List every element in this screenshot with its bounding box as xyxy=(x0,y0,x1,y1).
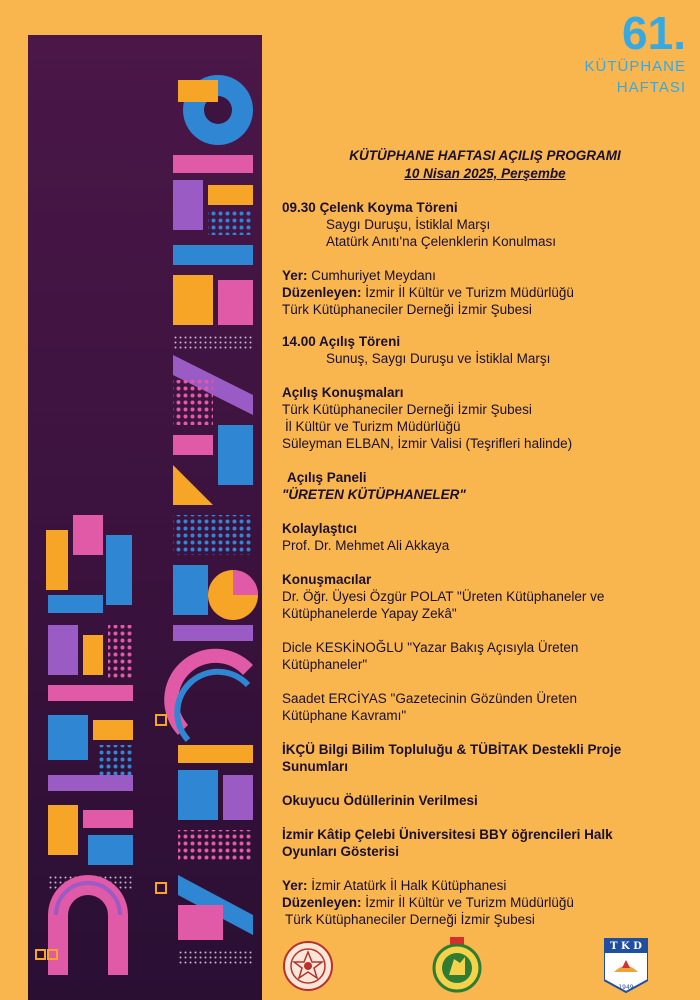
session-2-detail: Sunuş, Saygı Duruşu ve İstiklal Marşı xyxy=(326,351,551,366)
ministry-seal-icon xyxy=(282,940,334,992)
tkd-year: 1949 xyxy=(618,984,634,991)
speech-2: İl Kültür ve Turizm Müdürlüğü xyxy=(285,419,461,434)
speech-3: Süleyman ELBAN, İzmir Valisi (Teşrifleri halinde) xyxy=(282,436,573,451)
session-2-title: Açılış Töreni xyxy=(319,334,401,349)
speech-1: Türk Kütüphaneciler Derneği İzmir Şubesi xyxy=(282,402,532,417)
tkd-emblem-icon xyxy=(604,938,648,994)
organizer-2a: İzmir İl Kültür ve Turizm Müdürlüğü xyxy=(365,895,574,910)
projects-line-2: Sunumları xyxy=(282,759,349,774)
ministry-logo xyxy=(282,940,334,992)
moderator-name: Prof. Dr. Mehmet Ali Akkaya xyxy=(282,538,450,553)
word-kutuphaneler-art xyxy=(156,75,258,964)
session-1-detail-2: Atatürk Anıtı'na Çelenklerin Konulması xyxy=(326,234,556,249)
governorship-logo xyxy=(432,937,482,993)
organizer-2-label: Düzenleyen: xyxy=(282,895,362,910)
organizer-1b: Türk Kütüphaneciler Derneği İzmir Şubesi xyxy=(282,302,532,317)
speaker-2-line-2: Kütüphaneler" xyxy=(282,657,368,672)
speaker-2-line-1: Dicle KESKİNOĞLU "Yazar Bakış Açısıyla Üreten xyxy=(282,640,579,655)
governorship-seal-icon xyxy=(432,937,482,993)
program-date: 10 Nisan 2025, Perşembe xyxy=(404,166,566,181)
brand-line-1: KÜTÜPHANE xyxy=(584,58,686,75)
event-edition-brand xyxy=(584,7,686,98)
program-title: KÜTÜPHANE HAFTASI AÇILIŞ PROGRAMI xyxy=(349,148,621,163)
organizer-2b: Türk Kütüphaneciler Derneği İzmir Şubesi xyxy=(285,912,535,927)
poster-art-panel xyxy=(28,35,262,1000)
session-1-title: Çelenk Koyma Töreni xyxy=(319,200,458,215)
speaker-1-line-2: Kütüphanelerde Yapay Zekâ" xyxy=(282,606,457,621)
session-1-detail-1: Saygı Duruşu, İstiklal Marşı xyxy=(326,217,491,232)
awards: Okuyucu Ödüllerinin Verilmesi xyxy=(282,793,478,808)
poster-lettering-art xyxy=(28,35,262,1000)
projects-line-1: İKÇÜ Bilgi Bilim Topluluğu & TÜBİTAK Destekli Proje xyxy=(282,742,622,757)
organizer-1 xyxy=(282,285,574,300)
speakers-title: Konuşmacılar xyxy=(282,572,372,587)
organizer-label: Düzenleyen: xyxy=(282,285,362,300)
session-1-heading xyxy=(282,200,458,215)
session-1-time: 09.30 xyxy=(282,200,316,215)
folk-dance-line-2: Oyunları Gösterisi xyxy=(282,844,400,859)
venue-2 xyxy=(282,878,506,893)
folk-dance-line-1: İzmir Kâtip Çelebi Üniversitesi BBY öğrencileri Halk xyxy=(282,827,613,842)
session-2-time: 14.00 xyxy=(282,334,316,349)
panel-name: "ÜRETEN KÜTÜPHANELER" xyxy=(282,487,466,502)
organizer-2 xyxy=(282,895,574,910)
tkd-letters: T K D xyxy=(610,941,642,952)
venue-label: Yer: xyxy=(282,268,308,283)
speaker-1-line-1: Dr. Öğr. Üyesi Özgür POLAT "Üreten Kütüphaneler ve xyxy=(282,589,605,604)
venue-2-label: Yer: xyxy=(282,878,308,893)
organizer-1a: İzmir İl Kültür ve Turizm Müdürlüğü xyxy=(365,285,574,300)
brand-line-2: HAFTASI xyxy=(616,79,686,96)
venue-1-value: Cumhuriyet Meydanı xyxy=(311,268,436,283)
speeches-title: Açılış Konuşmaları xyxy=(282,385,404,400)
word-ureten-art xyxy=(36,515,133,975)
tkd-logo xyxy=(604,938,648,994)
edition-number: 61. xyxy=(622,7,686,59)
venue-1 xyxy=(282,268,436,283)
speaker-3-line-2: Kütüphane Kavramı" xyxy=(282,708,407,723)
session-2-heading xyxy=(282,334,400,349)
venue-2-value: İzmir Atatürk İl Halk Kütüphanesi xyxy=(311,878,507,893)
speaker-3-line-1: Saadet ERCİYAS "Gazetecinin Gözünden Üreten xyxy=(282,691,577,706)
moderator-title: Kolaylaştıcı xyxy=(282,521,358,536)
panel-title: Açılış Paneli xyxy=(287,470,367,485)
